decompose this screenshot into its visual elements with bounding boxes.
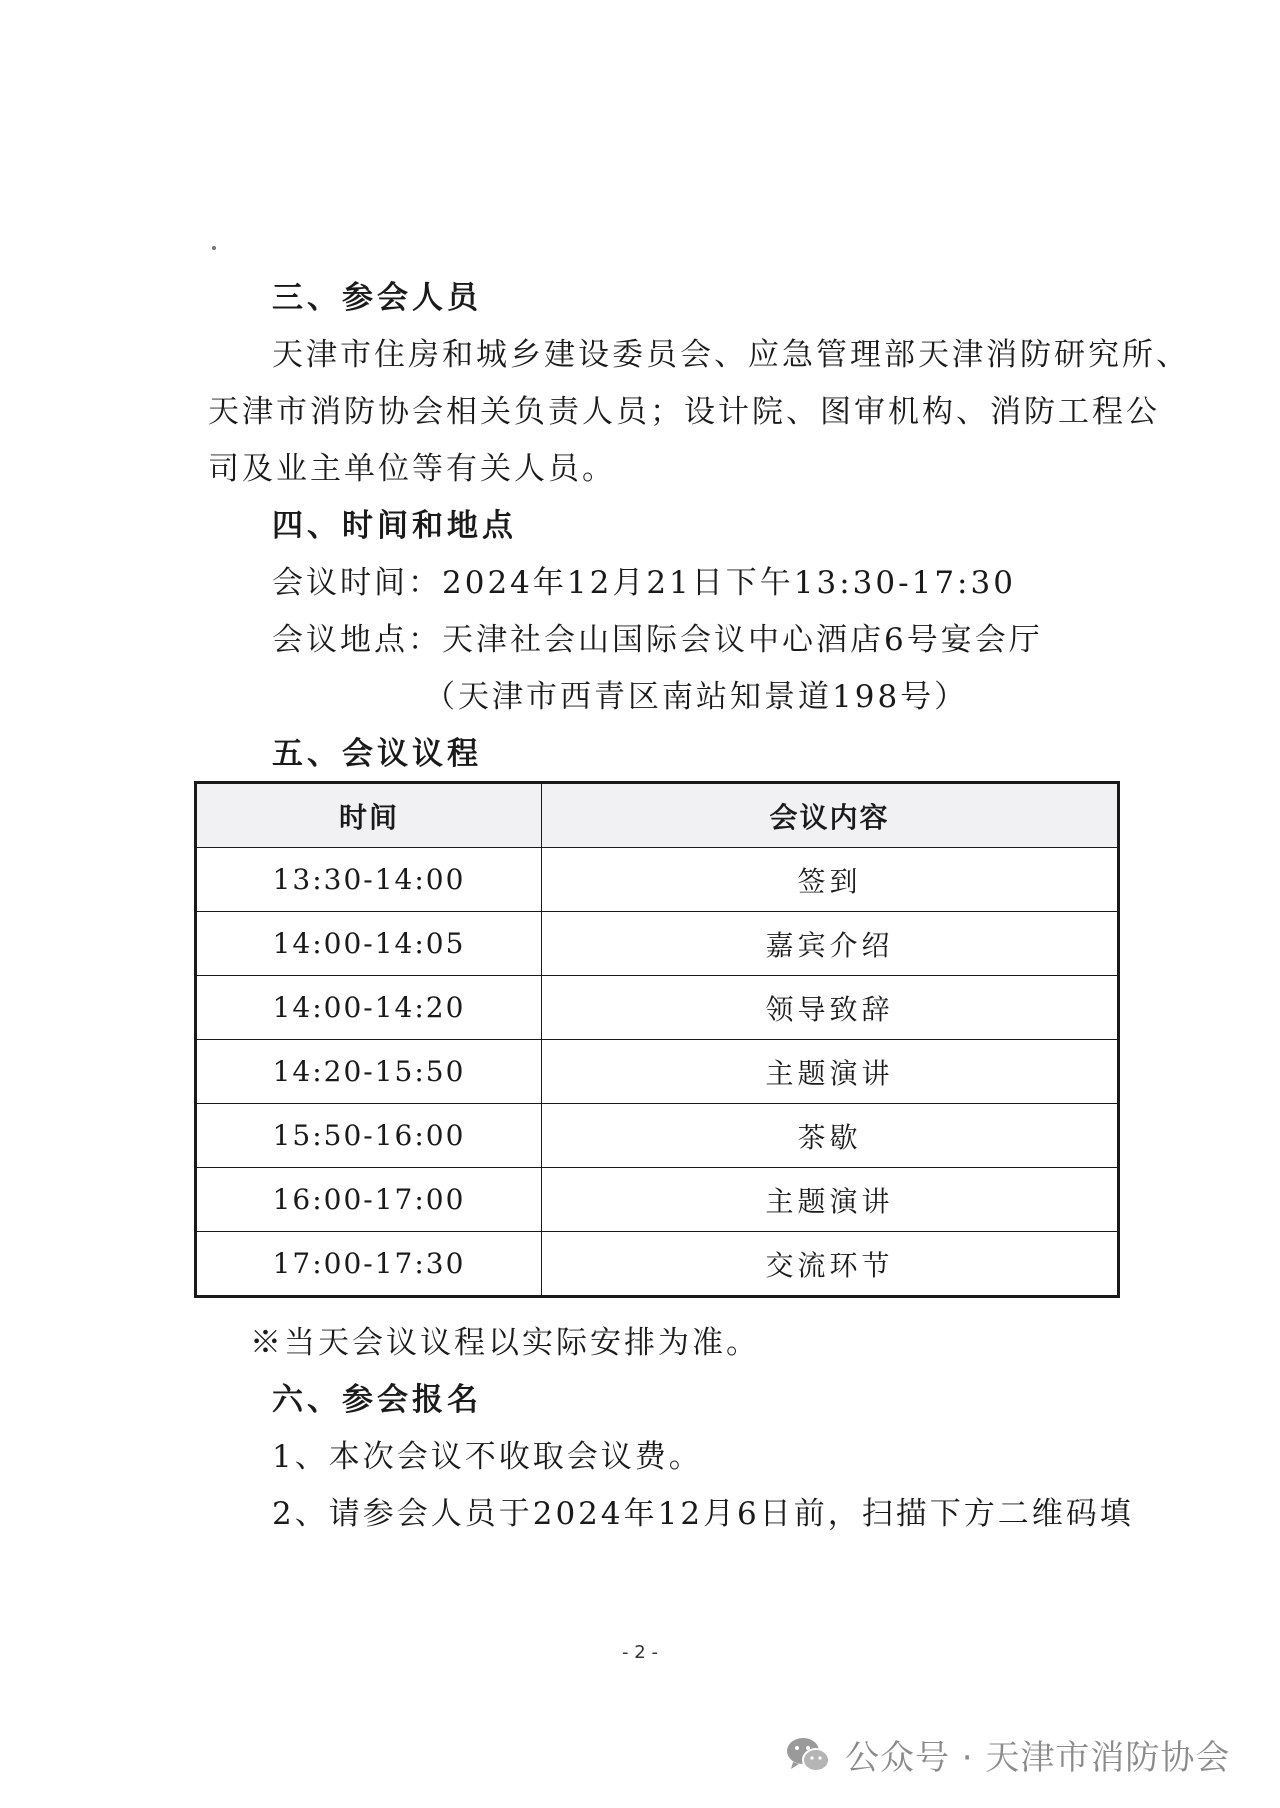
agenda-header-content: 会议内容 bbox=[542, 783, 1119, 848]
table-row bbox=[196, 912, 1119, 976]
agenda-time-cell: 14:00-14:05 bbox=[196, 912, 542, 976]
section6-heading: 六、参会报名 bbox=[272, 1382, 482, 1418]
meeting-address-line: （天津市西青区南站知景道198号） bbox=[424, 679, 969, 715]
agenda-time-cell: 13:30-14:00 bbox=[196, 848, 542, 912]
agenda-content-cell: 嘉宾介绍 bbox=[542, 912, 1119, 976]
table-row bbox=[196, 1104, 1119, 1168]
meeting-place-line: 会议地点：天津社会山国际会议中心酒店6号宴会厅 bbox=[272, 622, 1043, 658]
agenda-content-cell: 主题演讲 bbox=[542, 1040, 1119, 1104]
section5-heading: 五、会议议程 bbox=[272, 736, 482, 772]
agenda-content-cell: 茶歇 bbox=[542, 1104, 1119, 1168]
agenda-time-cell: 14:00-14:20 bbox=[196, 976, 542, 1040]
agenda-header-time: 时间 bbox=[196, 783, 542, 848]
section3-para-line-2: 天津市消防协会相关负责人员；设计院、图审机构、消防工程公 bbox=[208, 394, 1160, 430]
agenda-content-cell: 交流环节 bbox=[542, 1232, 1119, 1297]
page-number: - 2 - bbox=[622, 1642, 658, 1663]
agenda-table bbox=[194, 781, 1120, 1298]
agenda-time-cell: 17:00-17:30 bbox=[196, 1232, 542, 1297]
section3-para-line-1: 天津市住房和城乡建设委员会、应急管理部天津消防研究所、 bbox=[272, 337, 1190, 373]
agenda-time-cell: 16:00-17:00 bbox=[196, 1168, 542, 1232]
meeting-time-line: 会议时间：2024年12月21日下午13:30-17:30 bbox=[272, 565, 1016, 601]
registration-item-1: 1、本次会议不收取会议费。 bbox=[272, 1439, 703, 1475]
agenda-time-cell: 14:20-15:50 bbox=[196, 1040, 542, 1104]
section3-heading: 三、参会人员 bbox=[272, 280, 482, 316]
agenda-header-row bbox=[196, 783, 1119, 848]
watermark-text: 公众号 · 天津市消防协会 bbox=[845, 1738, 1231, 1778]
table-row bbox=[196, 1232, 1119, 1297]
registration-item-2: 2、请参会人员于2024年12月6日前，扫描下方二维码填 bbox=[272, 1496, 1134, 1532]
wechat-watermark bbox=[785, 1730, 1230, 1779]
agenda-content-cell: 主题演讲 bbox=[542, 1168, 1119, 1232]
section4-heading: 四、时间和地点 bbox=[272, 508, 517, 544]
scan-speck bbox=[212, 246, 216, 250]
table-row bbox=[196, 848, 1119, 912]
table-row bbox=[196, 1040, 1119, 1104]
section3-para-line-3: 司及业主单位等有关人员。 bbox=[208, 451, 616, 487]
agenda-content-cell: 签到 bbox=[542, 848, 1119, 912]
agenda-content-cell: 领导致辞 bbox=[542, 976, 1119, 1040]
agenda-time-cell: 15:50-16:00 bbox=[196, 1104, 542, 1168]
table-row bbox=[196, 1168, 1119, 1232]
wechat-icon bbox=[785, 1735, 831, 1775]
agenda-note: ※当天会议议程以实际安排为准。 bbox=[250, 1325, 760, 1361]
table-row bbox=[196, 976, 1119, 1040]
